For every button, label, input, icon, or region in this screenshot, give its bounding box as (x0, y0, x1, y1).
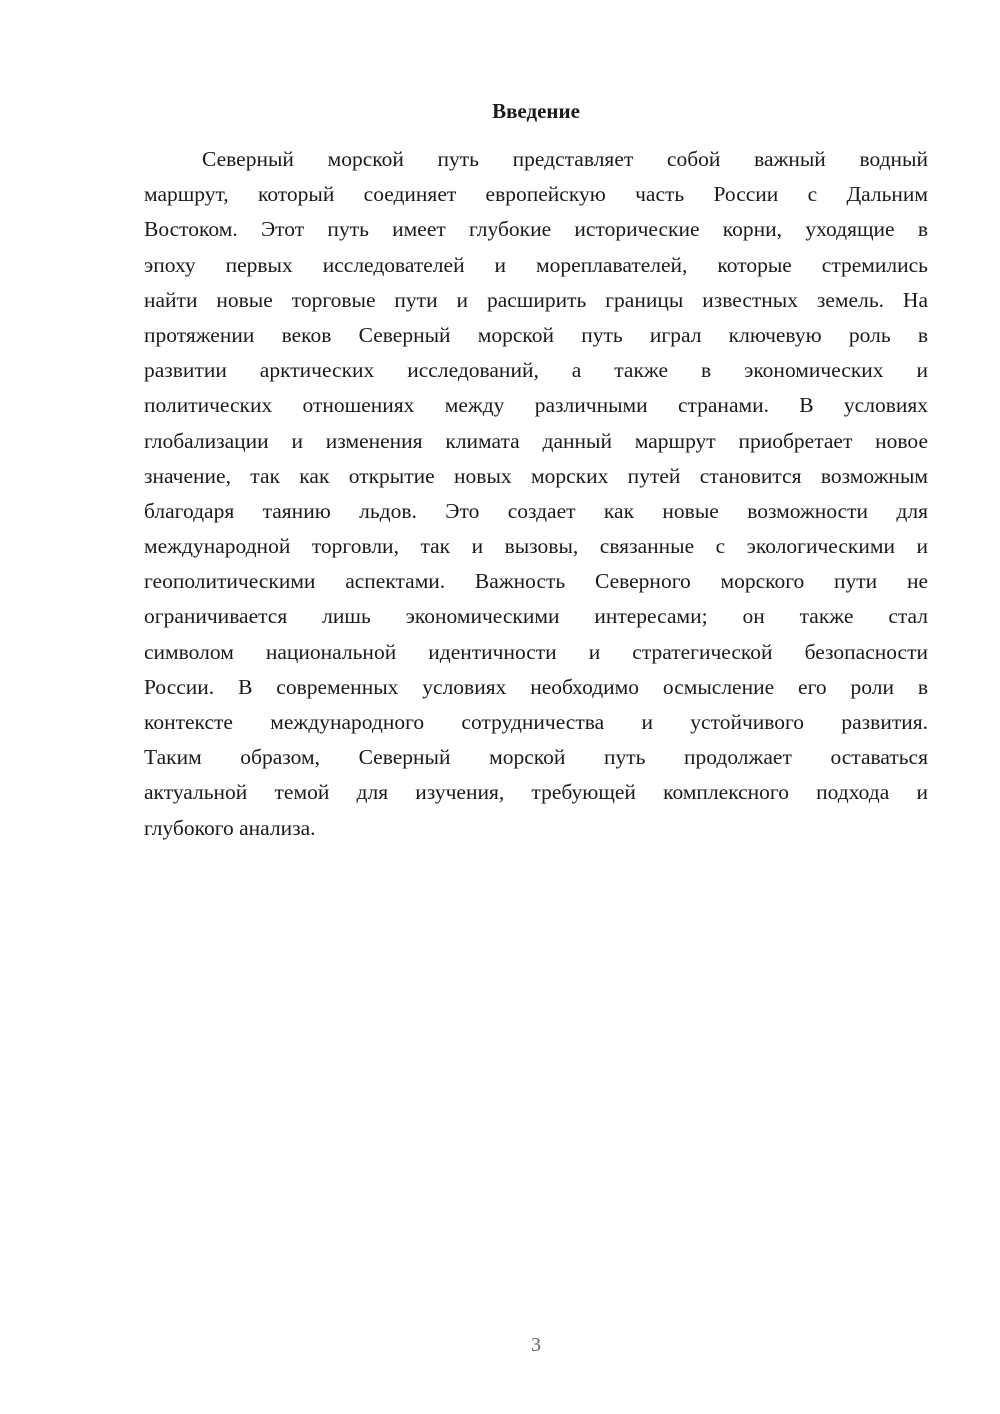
paragraph-line: контексте международного сотрудничества и устойчивого развития. (144, 710, 928, 734)
paragraph-line: значение, так как открытие новых морских путей становится возможным (144, 463, 928, 488)
paragraph-line: символом национальной идентичности и стратегической безопасности (144, 639, 928, 664)
page-number: 3 (531, 1334, 541, 1356)
paragraph-line: благодаря таянию льдов. Это создает как новые возможности для (144, 498, 928, 523)
section-heading: Введение (492, 99, 580, 123)
introduction-paragraph (144, 142, 928, 846)
paragraph-line: политических отношениях между различными странами. В условиях (144, 393, 928, 418)
paragraph-line: маршрут, который соединяет европейскую часть России с Дальним (144, 182, 928, 207)
paragraph-line: России. В современных условиях необходимо осмысление его роли в (144, 674, 928, 699)
paragraph-line: протяжении веков Северный морской путь играл ключевую роль в (144, 322, 928, 347)
paragraph-line: ограничивается лишь экономическими интересами; он также стал (144, 604, 928, 629)
paragraph-line: Таким образом, Северный морской путь продолжает оставаться (144, 745, 928, 770)
paragraph-line: глобализации и изменения климата данный маршрут приобретает новое (144, 428, 928, 453)
paragraph-line: международной торговли, так и вызовы, связанные с экологическими и (144, 534, 928, 559)
paragraph-line: эпоху первых исследователей и мореплавателей, которые стремились (144, 252, 928, 277)
paragraph-line: Северный морской путь представляет собой важный водный (202, 147, 928, 171)
paragraph-line: актуальной темой для изучения, требующей комплексного подхода и (144, 780, 928, 805)
paragraph-line: Востоком. Этот путь имеет глубокие исторические корни, уходящие в (144, 217, 928, 242)
paragraph-line: развитии арктических исследований, а также в экономических и (144, 358, 928, 383)
paragraph-line: найти новые торговые пути и расширить границы известных земель. На (144, 287, 928, 312)
paragraph-line: глубокого анализа. (144, 815, 316, 840)
paragraph-line: геополитическими аспектами. Важность Северного морского пути не (144, 569, 928, 594)
